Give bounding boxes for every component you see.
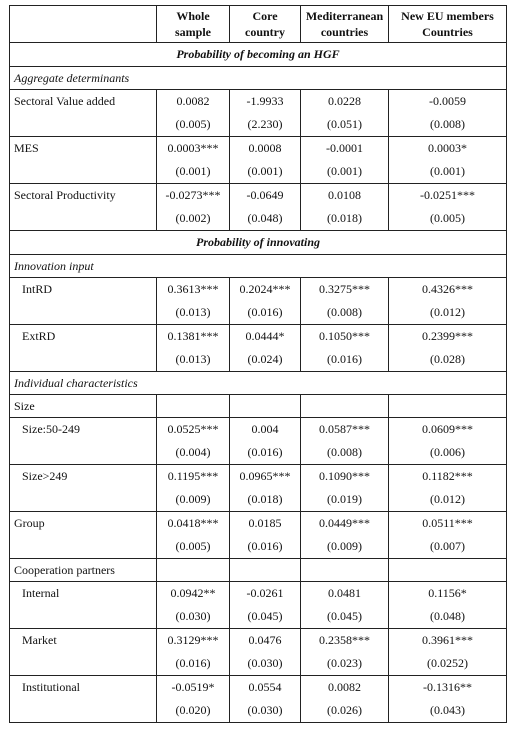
standard-error-cell: (0.007) [389,535,507,559]
coefficient-cell: 0.0942** [157,582,230,606]
empty-label-cell [10,160,157,184]
standard-error-cell: (0.016) [230,535,301,559]
coefficient-cell: 0.4326*** [389,278,507,302]
empty-cell [157,559,230,582]
coefficient-cell: -0.0001 [301,137,389,161]
group-title: Innovation input [10,255,507,278]
group-title: Individual characteristics [10,372,507,395]
standard-error-cell: (0.016) [157,652,230,676]
standard-error-cell: (0.012) [389,301,507,325]
coefficient-cell: -1.9933 [230,90,301,114]
empty-cell [157,395,230,418]
coefficient-cell: 0.0108 [301,184,389,208]
standard-error-cell: (0.008) [389,113,507,137]
standard-error-cell: (0.009) [157,488,230,512]
coefficient-row [10,278,507,302]
coefficient-cell: 0.1182*** [389,465,507,489]
variable-label: IntRD [10,278,157,302]
variable-label: Size>249 [10,465,157,489]
empty-label-cell [10,605,157,629]
standard-error-cell: (0.012) [389,488,507,512]
coefficient-cell: 0.0587*** [301,418,389,442]
coefficient-row [10,512,507,536]
empty-label-cell [10,441,157,465]
standard-error-cell: (0.001) [157,160,230,184]
standard-error-cell: (0.028) [389,348,507,372]
standard-error-cell: (0.026) [301,699,389,723]
variable-label: Sectoral Value added [10,90,157,114]
empty-cell [389,559,507,582]
coefficient-row [10,418,507,442]
coefficient-cell: 0.0609*** [389,418,507,442]
standard-error-row [10,348,507,372]
coefficient-cell: -0.0251*** [389,184,507,208]
empty-label-cell [10,699,157,723]
standard-error-cell: (0.030) [230,652,301,676]
standard-error-cell: (0.005) [157,113,230,137]
coefficient-cell: 0.1195*** [157,465,230,489]
coefficient-cell: 0.0525*** [157,418,230,442]
standard-error-cell: (0.004) [157,441,230,465]
coefficient-cell: -0.0261 [230,582,301,606]
coefficient-cell: 0.0185 [230,512,301,536]
standard-error-row [10,207,507,231]
standard-error-cell: (0.020) [157,699,230,723]
empty-cell [301,559,389,582]
coefficient-row [10,184,507,208]
standard-error-cell: (0.016) [230,441,301,465]
coefficient-cell: 0.0082 [157,90,230,114]
standard-error-cell: (0.023) [301,652,389,676]
empty-label-cell [10,113,157,137]
standard-error-row [10,301,507,325]
standard-error-cell: (0.024) [230,348,301,372]
coefficient-cell: 0.1050*** [301,325,389,349]
header-row [10,6,507,43]
coefficient-cell: 0.2358*** [301,629,389,653]
empty-cell [230,395,301,418]
standard-error-cell: (0.001) [301,160,389,184]
category-label: Size [10,395,157,418]
standard-error-row [10,488,507,512]
empty-label-cell [10,488,157,512]
standard-error-cell: (0.013) [157,348,230,372]
variable-label: MES [10,137,157,161]
standard-error-cell: (0.045) [230,605,301,629]
coefficient-row [10,465,507,489]
empty-cell [389,395,507,418]
standard-error-cell: (0.001) [389,160,507,184]
empty-label-cell [10,535,157,559]
standard-error-cell: (0.016) [230,301,301,325]
standard-error-cell: (0.051) [301,113,389,137]
standard-error-cell: (0.045) [301,605,389,629]
section-title: Probability of innovating [10,231,507,255]
standard-error-row [10,160,507,184]
standard-error-cell: (0.016) [301,348,389,372]
standard-error-cell: (2.230) [230,113,301,137]
header-line: Mediterranean [305,9,384,23]
category-row [10,559,507,582]
standard-error-cell: (0.018) [301,207,389,231]
standard-error-cell: (0.006) [389,441,507,465]
header-line: Core [252,9,278,23]
header-cell-new-eu [389,6,507,43]
standard-error-cell: (0.019) [301,488,389,512]
header-line: sample [175,25,211,39]
coefficient-cell: 0.0082 [301,676,389,700]
coefficient-cell: 0.1090*** [301,465,389,489]
coefficient-cell: 0.0418*** [157,512,230,536]
variable-label: Sectoral Productivity [10,184,157,208]
coefficient-row [10,137,507,161]
coefficient-cell: 0.3613*** [157,278,230,302]
header-line: Whole [176,9,210,23]
group-header-row [10,67,507,90]
coefficient-cell: -0.0519* [157,676,230,700]
standard-error-cell: (0.030) [230,699,301,723]
coefficient-cell: 0.3275*** [301,278,389,302]
coefficient-cell: 0.3961*** [389,629,507,653]
empty-cell [230,559,301,582]
section-header-row [10,43,507,67]
standard-error-row [10,441,507,465]
standard-error-row [10,535,507,559]
header-line: country [245,25,285,39]
coefficient-row [10,582,507,606]
coefficient-row [10,676,507,700]
variable-label: Internal [10,582,157,606]
header-cell-whole-sample [157,6,230,43]
standard-error-row [10,652,507,676]
coefficient-cell: 0.2399*** [389,325,507,349]
coefficient-cell: 0.0476 [230,629,301,653]
standard-error-cell: (0.030) [157,605,230,629]
standard-error-cell: (0.001) [230,160,301,184]
coefficient-cell: 0.0481 [301,582,389,606]
section-header-row [10,231,507,255]
coefficient-cell: 0.1156* [389,582,507,606]
group-title: Aggregate determinants [10,67,507,90]
standard-error-cell: (0.008) [301,301,389,325]
standard-error-cell: (0.0252) [389,652,507,676]
coefficient-cell: 0.0003* [389,137,507,161]
header-cell-mediterranean [301,6,389,43]
coefficient-cell: 0.0554 [230,676,301,700]
regression-results-table [9,5,507,723]
coefficient-row [10,325,507,349]
coefficient-cell: 0.0511*** [389,512,507,536]
standard-error-cell: (0.009) [301,535,389,559]
coefficient-cell: 0.1381*** [157,325,230,349]
coefficient-cell: 0.0449*** [301,512,389,536]
coefficient-cell: 0.0008 [230,137,301,161]
coefficient-cell: 0.3129*** [157,629,230,653]
standard-error-cell: (0.018) [230,488,301,512]
variable-label: Institutional [10,676,157,700]
empty-label-cell [10,207,157,231]
coefficient-cell: 0.004 [230,418,301,442]
standard-error-cell: (0.008) [301,441,389,465]
coefficient-cell: 0.0228 [301,90,389,114]
empty-label-cell [10,348,157,372]
coefficient-cell: 0.0965*** [230,465,301,489]
coefficient-cell: 0.0444* [230,325,301,349]
standard-error-cell: (0.005) [157,535,230,559]
standard-error-cell: (0.002) [157,207,230,231]
header-line: countries [320,25,369,39]
empty-label-cell [10,301,157,325]
empty-cell [301,395,389,418]
standard-error-row [10,113,507,137]
standard-error-cell: (0.043) [389,699,507,723]
variable-label: Market [10,629,157,653]
header-line: New EU members [401,9,494,23]
variable-label: Size:50-249 [10,418,157,442]
coefficient-cell: -0.1316** [389,676,507,700]
table-body [10,6,507,723]
group-header-row [10,255,507,278]
header-cell-blank [10,6,157,43]
standard-error-cell: (0.048) [230,207,301,231]
standard-error-cell: (0.005) [389,207,507,231]
standard-error-row [10,699,507,723]
standard-error-row [10,605,507,629]
coefficient-row [10,90,507,114]
category-label: Cooperation partners [10,559,157,582]
category-row [10,395,507,418]
standard-error-cell: (0.048) [389,605,507,629]
variable-label: Group [10,512,157,536]
section-title: Probability of becoming an HGF [10,43,507,67]
results-table-container [9,5,507,723]
coefficient-cell: -0.0273*** [157,184,230,208]
coefficient-cell: 0.0003*** [157,137,230,161]
empty-label-cell [10,652,157,676]
coefficient-cell: -0.0649 [230,184,301,208]
group-header-row [10,372,507,395]
variable-label: ExtRD [10,325,157,349]
coefficient-cell: -0.0059 [389,90,507,114]
header-cell-core-country [230,6,301,43]
standard-error-cell: (0.013) [157,301,230,325]
coefficient-cell: 0.2024*** [230,278,301,302]
coefficient-row [10,629,507,653]
header-line: Countries [422,25,473,39]
